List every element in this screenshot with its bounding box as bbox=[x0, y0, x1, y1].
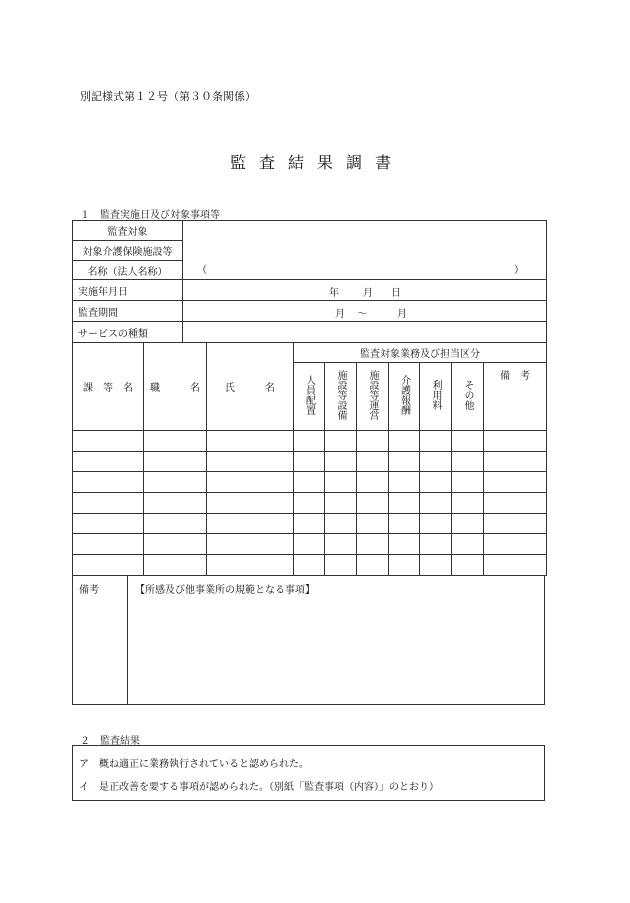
staff-cell[interactable] bbox=[144, 534, 207, 555]
date-day: 日 bbox=[391, 288, 401, 299]
staff-cell[interactable] bbox=[325, 472, 357, 493]
document-title: 監査結果調書 bbox=[230, 153, 405, 172]
staff-cell[interactable] bbox=[420, 555, 452, 576]
table-row bbox=[73, 472, 547, 493]
date-cell[interactable] bbox=[183, 280, 547, 301]
staff-cell[interactable] bbox=[207, 513, 294, 534]
staff-cell[interactable] bbox=[294, 534, 325, 555]
staff-cell[interactable] bbox=[357, 451, 389, 472]
staff-cell[interactable] bbox=[484, 451, 547, 472]
period-month-end: 月 bbox=[397, 309, 407, 320]
staff-cell[interactable] bbox=[357, 431, 389, 452]
section-1-heading: １ 監査実施日及び対象事項等 bbox=[80, 210, 220, 221]
audit-target-label: 監査対象 bbox=[73, 221, 183, 241]
staff-cell[interactable] bbox=[294, 493, 325, 514]
period-month-start: 月 bbox=[335, 309, 345, 320]
staff-cell[interactable] bbox=[294, 431, 325, 452]
result-item-b[interactable]: イ 是正改善を要する事項が認められた。（別紙「監査事項（内容）」のとおり） bbox=[79, 782, 439, 793]
staff-remarks-header: 備 考 bbox=[484, 363, 547, 431]
staff-cell[interactable] bbox=[357, 534, 389, 555]
staff-cell[interactable] bbox=[73, 534, 144, 555]
post-header: 職 名 bbox=[144, 343, 207, 431]
staff-cell[interactable] bbox=[325, 451, 357, 472]
staff-cell[interactable] bbox=[452, 534, 484, 555]
staff-cell[interactable] bbox=[207, 451, 294, 472]
staff-cell[interactable] bbox=[325, 513, 357, 534]
staff-cell[interactable] bbox=[420, 493, 452, 514]
audit-info-table bbox=[72, 220, 547, 343]
staff-cell[interactable] bbox=[73, 493, 144, 514]
staff-table bbox=[72, 342, 547, 576]
staff-cell[interactable] bbox=[389, 534, 420, 555]
staff-cell[interactable] bbox=[294, 472, 325, 493]
staff-cell[interactable] bbox=[357, 472, 389, 493]
period-tilde: ～ bbox=[357, 309, 367, 320]
staffing-header: 人員配置 bbox=[294, 363, 325, 431]
staff-cell[interactable] bbox=[207, 555, 294, 576]
staff-cell[interactable] bbox=[452, 451, 484, 472]
care-fee-header: 介護報酬 bbox=[389, 363, 420, 431]
staff-cell[interactable] bbox=[484, 534, 547, 555]
staff-cell[interactable] bbox=[452, 472, 484, 493]
table-row bbox=[73, 431, 547, 452]
staff-cell[interactable] bbox=[73, 472, 144, 493]
table-row bbox=[73, 513, 547, 534]
staff-cell[interactable] bbox=[325, 555, 357, 576]
table-row bbox=[73, 451, 547, 472]
staff-cell[interactable] bbox=[144, 555, 207, 576]
remarks-box[interactable] bbox=[72, 575, 545, 705]
date-label: 実施年月日 bbox=[73, 280, 183, 301]
staff-cell[interactable] bbox=[389, 472, 420, 493]
paren-close: ） bbox=[514, 265, 524, 276]
staff-cell[interactable] bbox=[73, 451, 144, 472]
period-cell[interactable] bbox=[183, 301, 547, 322]
staff-cell[interactable] bbox=[452, 555, 484, 576]
staff-cell[interactable] bbox=[389, 431, 420, 452]
staff-cell[interactable] bbox=[452, 513, 484, 534]
service-type-cell[interactable] bbox=[183, 322, 547, 343]
results-box bbox=[72, 745, 545, 801]
staff-cell[interactable] bbox=[144, 472, 207, 493]
staff-cell[interactable] bbox=[389, 555, 420, 576]
remarks-divider bbox=[127, 576, 128, 704]
remarks-label: 備考 bbox=[79, 585, 99, 596]
staff-cell[interactable] bbox=[325, 431, 357, 452]
staff-cell[interactable] bbox=[420, 472, 452, 493]
staff-cell[interactable] bbox=[420, 513, 452, 534]
staff-cell[interactable] bbox=[294, 513, 325, 534]
staff-cell[interactable] bbox=[420, 451, 452, 472]
staff-cell[interactable] bbox=[207, 534, 294, 555]
staff-cell[interactable] bbox=[73, 513, 144, 534]
date-year: 年 bbox=[329, 288, 339, 299]
facility-label: 対象介護保険施設等 bbox=[73, 241, 183, 261]
staff-name-header: 氏 名 bbox=[207, 343, 294, 431]
staff-cell[interactable] bbox=[294, 555, 325, 576]
staff-cell[interactable] bbox=[357, 493, 389, 514]
staff-cell[interactable] bbox=[420, 534, 452, 555]
staff-cell[interactable] bbox=[207, 493, 294, 514]
staff-cell[interactable] bbox=[484, 513, 547, 534]
staff-cell[interactable] bbox=[357, 555, 389, 576]
staff-cell[interactable] bbox=[325, 534, 357, 555]
staff-cell[interactable] bbox=[144, 431, 207, 452]
staff-cell[interactable] bbox=[484, 472, 547, 493]
period-label: 監査期間 bbox=[73, 301, 183, 322]
staff-cell[interactable] bbox=[452, 493, 484, 514]
staff-cell[interactable] bbox=[420, 431, 452, 452]
service-type-label: サービスの種類 bbox=[73, 322, 183, 343]
other-header: その他 bbox=[452, 363, 484, 431]
usage-fee-header: 利用料 bbox=[420, 363, 452, 431]
table-row bbox=[73, 493, 547, 514]
staff-cell[interactable] bbox=[389, 493, 420, 514]
table-row bbox=[73, 534, 547, 555]
staff-cell[interactable] bbox=[73, 555, 144, 576]
staff-cell[interactable] bbox=[452, 431, 484, 452]
staff-cell[interactable] bbox=[73, 431, 144, 452]
staff-cell[interactable] bbox=[144, 451, 207, 472]
result-item-a[interactable]: ア 概ね適正に業務執行されていると認められた。 bbox=[79, 759, 309, 770]
section-2-heading: ２ 監査結果 bbox=[80, 736, 140, 747]
remarks-content: 【所感及び他事業所の規範となる事項】 bbox=[135, 585, 315, 596]
staff-rows bbox=[73, 431, 547, 576]
paren-open: （ bbox=[197, 265, 207, 276]
staff-cell[interactable] bbox=[144, 513, 207, 534]
staff-cell[interactable] bbox=[357, 513, 389, 534]
dept-header: 課 等 名 bbox=[73, 343, 144, 431]
staff-cell[interactable] bbox=[207, 431, 294, 452]
staff-cell[interactable] bbox=[207, 472, 294, 493]
duty-group-header: 監査対象業務及び担当区分 bbox=[294, 343, 547, 363]
form-number: 別記様式第１２号（第３０条関係） bbox=[80, 90, 256, 103]
facility-operation-header: 施設等運営 bbox=[357, 363, 389, 431]
name-label: 名称（法人名称） bbox=[73, 261, 183, 280]
facility-equipment-header: 施設等設備 bbox=[325, 363, 357, 431]
staff-cell[interactable] bbox=[294, 451, 325, 472]
staff-cell[interactable] bbox=[389, 513, 420, 534]
staff-cell[interactable] bbox=[144, 493, 207, 514]
table-row bbox=[73, 555, 547, 576]
date-month: 月 bbox=[363, 288, 373, 299]
facility-name-cell[interactable] bbox=[183, 221, 547, 280]
staff-cell[interactable] bbox=[484, 493, 547, 514]
staff-cell[interactable] bbox=[389, 451, 420, 472]
staff-cell[interactable] bbox=[484, 555, 547, 576]
staff-cell[interactable] bbox=[325, 493, 357, 514]
staff-cell[interactable] bbox=[484, 431, 547, 452]
